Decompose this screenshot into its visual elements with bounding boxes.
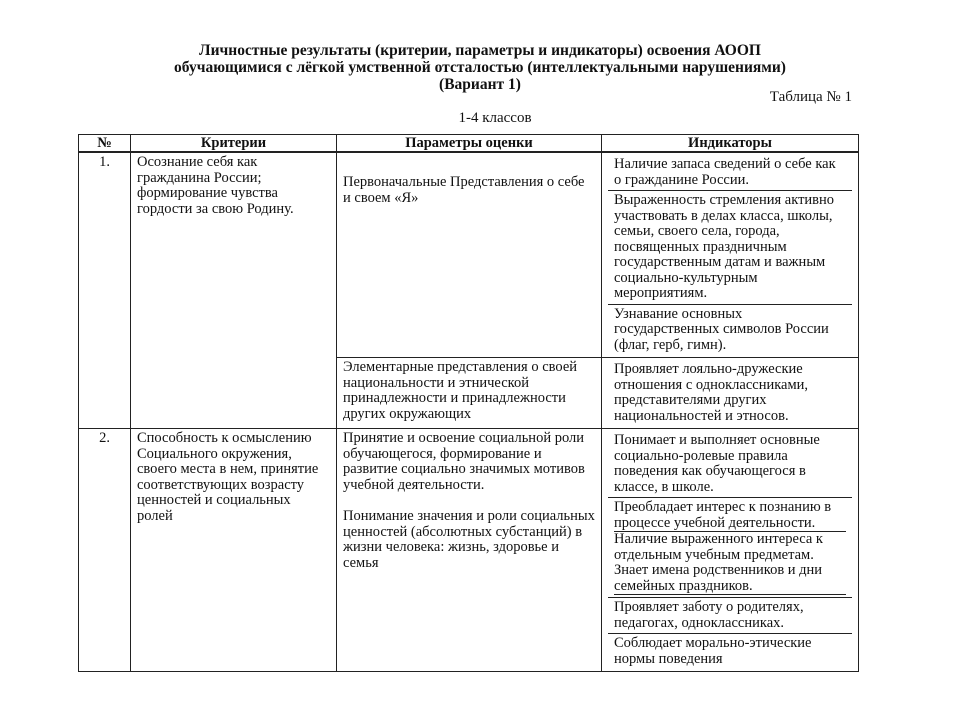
params-cell: Элементарные представления о своей национальности и этнической принадлежности и принадлежности других окружающих — [337, 358, 602, 429]
criteria-cell: Осознание себя как гражданина России; формирование чувства гордости за свою Родину. — [131, 152, 337, 429]
results-table — [78, 134, 859, 672]
classes-label: 1-4 классов — [458, 110, 532, 126]
param-text: Понимание значения и роли социальных ценностей (абсолютных субстанций) в жизни человека: жизнь, здоровье и семья — [343, 508, 595, 571]
row-number: 2. — [79, 429, 131, 672]
indicator-item: Наличие выраженного интереса к отдельным учебным предметам. — [614, 531, 823, 563]
indicator-item: Проявляет лояльно-дружеские отношения с одноклассниками, представителями других национальностей и этносов. — [614, 361, 809, 424]
indicator-item: Узнавание основных государственных символов России (флаг, герб, гимн). — [614, 305, 829, 353]
indicator-item: Понимает и выполняет основные социально-ролевые правила поведения как обучающегося в классе, в школе. — [608, 431, 852, 498]
header-criteria: Критерии — [131, 135, 337, 153]
table-number: Таблица № 1 — [769, 89, 852, 105]
indicator-item: Соблюдает морально-этические нормы поведения — [614, 635, 812, 667]
indicator-group — [608, 498, 852, 598]
header-num: № — [79, 135, 131, 153]
params-cell: Первоначальные Представления о себе и своем «Я» — [337, 152, 602, 358]
table-header-row — [79, 135, 859, 153]
header-params: Параметры оценки — [337, 135, 602, 153]
indicator-item: Преобладает интерес к познанию в процессе учебной деятельности. — [614, 500, 846, 532]
criteria-cell: Способность к осмыслению Социального окружения, своего места в нем, принятие соответствующих возрасту ценностей и социальных ролей — [131, 429, 337, 672]
title-line-2: обучающимися с лёгкой умственной отсталостью (интеллектуальными нарушениями) — [174, 59, 786, 76]
table-row — [79, 429, 859, 672]
indicators-cell — [602, 429, 859, 672]
indicator-item: Проявляет заботу о родителях, педагогах, одноклассниках. — [608, 598, 852, 634]
indicator-item: Наличие запаса сведений о себе как о гражданине России. — [608, 155, 852, 191]
header-indicators: Индикаторы — [602, 135, 859, 153]
row-number: 1. — [79, 152, 131, 429]
document-title — [60, 42, 900, 93]
indicators-cell — [602, 358, 859, 429]
indicator-item: Знает имена родственников и дни семейных праздников. — [614, 563, 846, 595]
table-row — [79, 152, 859, 358]
params-cell — [337, 429, 602, 672]
indicator-item: Выраженность стремления активно участвовать в делах класса, школы, семьи, своего села, города, посвященных праздничным государственным датам и важным социально-культурным мероприятиям. — [608, 191, 852, 305]
param-text: Принятие и освоение социальной роли обучающегося, формирование и развитие социально значимых мотивов учебной деятельности. — [343, 430, 585, 493]
indicators-cell — [602, 152, 859, 358]
title-line-1: Личностные результаты (критерии, параметры и индикаторы) освоения АООП — [199, 42, 761, 59]
title-line-3: (Вариант 1) — [439, 76, 521, 93]
